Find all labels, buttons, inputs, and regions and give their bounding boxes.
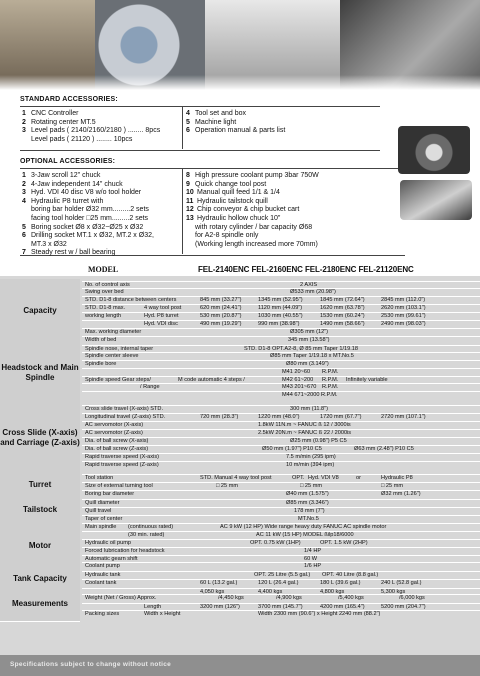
- spec-cell: Hyd. P8 turret: [144, 313, 179, 319]
- optional-accessory-item: [22, 215, 182, 224]
- spec-cell: Hyd. VDI V8: [308, 475, 339, 481]
- item-number: 9: [186, 180, 190, 188]
- spec-cell: Rapid traverse speed (X-axis): [85, 454, 159, 460]
- spec-cell: 1220 mm (48.0"): [258, 414, 300, 420]
- spec-cell: Taper of center: [85, 516, 123, 522]
- chuck-photo: [398, 126, 470, 174]
- standard-accessory-item: [186, 110, 376, 119]
- spec-cell: Quill travel: [85, 508, 112, 514]
- spec-cell: □ 25 mm: [300, 483, 323, 489]
- spec-group-motor: Motor: [0, 521, 80, 571]
- item-text: Hydraulic P8 turret with: [31, 197, 104, 205]
- spec-cell: 3200 mm (126"): [200, 604, 240, 610]
- spec-cell: Infinitely variable: [346, 377, 388, 383]
- spec-cell: AC servomotor (X-axis): [85, 422, 144, 428]
- spec-cell: Ø63 mm (2.48") P10 C5: [354, 446, 414, 452]
- item-number: 1: [22, 172, 26, 179]
- spec-cell: 2620 mm (103.1"): [381, 305, 426, 311]
- spec-cell: (30 min. rated): [128, 532, 165, 538]
- spec-cell: Width of bed: [85, 337, 117, 343]
- item-text: Operation manual & parts list: [195, 127, 286, 135]
- spec-cell: (continuous rated): [128, 524, 174, 530]
- spec-cell: AC 9 kW (12 HP) Wide range heavy duty FANUC AC spindle motor: [220, 524, 387, 530]
- spec-cell: Weight (Net / Gross) Approx.: [85, 595, 157, 601]
- spec-cell: 5200 mm (204.7"): [381, 604, 426, 610]
- spec-cell: Spindle bore: [85, 361, 117, 367]
- item-text: Level pads ( 21120 ) ........ 10pcs: [31, 135, 133, 143]
- spec-cell: R.P.M.: [322, 369, 339, 375]
- spec-cell: Spindle nose, internal taper: [85, 346, 154, 352]
- spec-cell: 4 way tool post: [144, 305, 182, 311]
- item-number: [186, 232, 195, 241]
- item-number: 11: [186, 197, 194, 205]
- standard-accessory-item: [186, 127, 376, 136]
- spec-cell: Packing sizes: [85, 611, 120, 617]
- spec-cell: 10 m/min (394 ipm): [286, 462, 335, 468]
- item-number: [22, 215, 31, 224]
- optional-accessory-item: [22, 181, 182, 190]
- spec-cell: 120 L (26.4 gal.): [258, 580, 299, 586]
- item-text: Steady rest w / ball bearing: [31, 249, 116, 257]
- spec-cell: 1120 mm (44.09"): [258, 305, 303, 311]
- item-text: Drilling socket MT.1 x Ø32, MT.2 x Ø32,: [31, 232, 154, 240]
- optional-accessory-item: [186, 224, 401, 233]
- item-text: High pressure coolant pump 3bar 750W: [195, 172, 319, 179]
- item-number: 1: [22, 110, 26, 117]
- spec-cell: 60 L (13.2 gal.): [200, 580, 238, 586]
- spec-cell: M43 201~670: [282, 384, 317, 390]
- item-number: 12: [186, 206, 194, 214]
- optional-accessories-title: OPTIONAL ACCESSORIES:: [20, 158, 116, 165]
- spec-cell: 490 mm (19.29"): [200, 321, 242, 327]
- item-number: 3: [22, 127, 26, 135]
- spec-cell: Coolant pump: [85, 563, 120, 569]
- optional-accessory-item: [22, 189, 182, 198]
- spec-cell: STD. D1-8 max.: [85, 305, 126, 311]
- standard-accessory-item: [22, 136, 182, 145]
- item-text: 3-Jaw scroll 12" chuck: [31, 172, 101, 179]
- spec-cell: M44 671~2000 R.P.M.: [282, 392, 338, 398]
- spec-cell: Forced lubrication for headstock: [85, 548, 165, 554]
- spec-cell: Size of external turning tool: [85, 483, 153, 489]
- item-text: boring bar holder Ø32 mm.........2 sets: [31, 206, 149, 214]
- item-text: for A2-8 spindle only: [195, 232, 259, 240]
- item-number: [22, 136, 31, 145]
- optional-accessory-item: [186, 172, 401, 181]
- spec-cell: 4,050 kgs: [200, 589, 225, 595]
- spec-cell: Main spindle: [85, 524, 117, 530]
- spec-cell: Boring bar diameter: [85, 491, 135, 497]
- spec-group-tailstock: Tailstock: [0, 498, 80, 522]
- spec-cell: Dia. of ball screw (Z-axis): [85, 446, 149, 452]
- spec-cell: 1720 mm (67.7"): [320, 414, 362, 420]
- optional-accessory-item: [186, 189, 401, 198]
- header-photo-strip: [0, 0, 480, 90]
- spec-cell: Ø25 mm (0.98") P5 C5: [290, 438, 347, 444]
- standard-accessory-item: [22, 119, 182, 128]
- optional-accessory-item: [22, 241, 182, 250]
- spec-cell: 530 mm (20.87"): [200, 313, 242, 319]
- spec-cell: 1030 mm (40.55"): [258, 313, 303, 319]
- spec-cell: OPT. 0.75 kW (1HP): [250, 540, 301, 546]
- item-text: facing tool holder □25 mm.........2 sets: [31, 214, 149, 222]
- optional-accessory-item: [22, 206, 182, 215]
- spec-cell: Ø305 mm (12"): [290, 329, 329, 335]
- optional-accessory-item: [186, 181, 401, 190]
- item-number: [22, 206, 31, 215]
- spec-cell: STD. D1-8 OPT.A2-8, Ø 85 mm Taper 1/19.18: [244, 346, 358, 352]
- spec-cell: □ 25 mm: [381, 483, 404, 489]
- optional-accessory-item: [22, 224, 182, 233]
- standard-accessory-item: [22, 127, 182, 136]
- model-label: MODEL: [88, 265, 119, 274]
- spec-cell: Hydraulic P8: [381, 475, 413, 481]
- spec-cell: Swing over bed: [85, 289, 124, 295]
- optional-accessory-item: [186, 198, 401, 207]
- item-number: 13: [186, 214, 194, 222]
- spec-cell: 4200 mm (165.4"): [320, 604, 365, 610]
- item-number: 10: [186, 189, 194, 197]
- item-number: [186, 241, 195, 250]
- spec-cell: AC 11 kW (15 HP) MODEL ßilp18/6000: [256, 532, 354, 538]
- spec-cell: Quill diameter: [85, 500, 120, 506]
- item-text: Hyd. VDI 40 disc V8 w/o tool holder: [31, 189, 142, 197]
- spec-cell: Dia. of ball screw (X-axis): [85, 438, 149, 444]
- spec-cell: M41 20~60: [282, 369, 311, 375]
- standard-accessory-item: [22, 110, 182, 119]
- item-text: CNC Controller: [31, 110, 79, 117]
- item-text: Tool set and box: [195, 110, 246, 117]
- spec-cell: R.P.M.: [322, 384, 339, 390]
- spec-cell: M42 61~200: [282, 377, 314, 383]
- spec-cell: 1620 mm (63.78"): [320, 305, 365, 311]
- spec-cell: Coolant tank: [85, 580, 117, 586]
- optional-accessory-item: [22, 198, 182, 207]
- item-text: Quick change tool post: [195, 180, 267, 188]
- spec-cell: Length: [144, 604, 162, 610]
- spec-cell: Tool station: [85, 475, 114, 481]
- item-number: 2: [22, 118, 26, 126]
- item-number: [186, 224, 195, 233]
- spec-cell: 1530 mm (60.24"): [320, 313, 365, 319]
- item-text: Hydraulic tailstock quill: [197, 197, 268, 205]
- spec-cell: or: [356, 475, 361, 481]
- item-text: Hydraulic hollow chuck 10": [197, 214, 281, 222]
- item-number: 6: [22, 232, 26, 240]
- spec-cell: Ø50 mm (1.97") P10 C5: [262, 446, 322, 452]
- spec-group-headstock: Headstock and Main Spindle: [0, 343, 80, 404]
- spec-cell: 60 W: [304, 556, 318, 562]
- item-text: Boring socket Ø8 x Ø32~Ø25 x Ø32: [31, 223, 144, 231]
- spec-cell: 1.8kW 11N.m ~ FANUC ß 12 / 3000is: [258, 422, 351, 428]
- standard-accessories-left: [22, 110, 182, 144]
- spec-cell: Longitudinal travel (Z-axis) STD.: [85, 414, 166, 420]
- spec-cell: Automatic gearn shift: [85, 556, 138, 562]
- spec-cell: 1490 mm (58.66"): [320, 321, 365, 327]
- spec-cell: Hydraulic oil pump: [85, 540, 132, 546]
- item-number: 5: [22, 223, 26, 231]
- spec-cell: /4,450 kgs: [218, 595, 244, 601]
- spec-cell: / Range: [140, 384, 160, 390]
- item-number: 4: [186, 110, 190, 117]
- item-number: 6: [186, 127, 190, 135]
- spec-cell: OPT. 25 Litre (5.5 gal.): [254, 572, 311, 578]
- spec-cell: Hydraulic tank: [85, 572, 121, 578]
- spec-cell: Ø85 mm Taper 1/19.18 x MT.No.5: [270, 353, 354, 359]
- optional-accessory-item: [22, 232, 182, 241]
- spec-cell: 845 mm (33.27"): [200, 297, 242, 303]
- spec-cell: R.P.M.: [322, 377, 339, 383]
- spec-cell: 2720 mm (107.1"): [381, 414, 426, 420]
- spec-group-turret: Turret: [0, 472, 80, 499]
- item-number: 7: [22, 249, 26, 257]
- spec-cell: □ 25 mm: [216, 483, 239, 489]
- footer-bar: [0, 655, 480, 676]
- item-number: 4: [22, 197, 26, 205]
- spec-cell: Hyd. VDI disc: [144, 321, 178, 327]
- spec-cell: 2845 mm (112.0"): [381, 297, 426, 303]
- item-text: Chip conveyor & chip bucket cart: [197, 206, 300, 214]
- optional-accessory-item: [22, 249, 182, 258]
- item-text: (Working length increased more 70mm): [195, 240, 318, 248]
- optional-accessory-item: [186, 232, 401, 241]
- item-text: 4-Jaw independent 14" chuck: [31, 180, 123, 188]
- spec-cell: MT.No.5: [298, 516, 319, 522]
- item-number: 8: [186, 172, 190, 179]
- item-number: 2: [22, 180, 26, 188]
- optional-accessories-right: [186, 172, 401, 249]
- item-number: [22, 241, 31, 250]
- spec-cell: 345 mm (13.58"): [288, 337, 330, 343]
- spec-cell: Ø32 mm (1.26"): [381, 491, 421, 497]
- spec-cell: OPT. 1.5 kW (2HP): [320, 540, 368, 546]
- spec-cell: Ø80 mm (3.149"): [286, 361, 329, 367]
- spec-cell: 1845 mm (72.64"): [320, 297, 365, 303]
- spec-cell: Ø533 mm (20.98"): [290, 289, 336, 295]
- spec-cell: Cross slide travel (X-axis) STD.: [85, 406, 164, 412]
- spec-cell: /6,000 kgs: [399, 595, 425, 601]
- spec-cell: 5,300 kgs: [381, 589, 406, 595]
- model-names: FEL-2140ENC FEL-2160ENC FEL-2180ENC FEL-21120ENC: [198, 265, 414, 274]
- spec-cell: 620 mm (24.41"): [200, 305, 242, 311]
- spec-cell: 2.5kW 20N.m ~ FANUC ß 22 / 2000is: [258, 430, 352, 436]
- spec-cell: 2530 mm (99.61"): [381, 313, 426, 319]
- spec-cell: 300 mm (11.8"): [290, 406, 328, 412]
- optional-accessories-left: [22, 172, 182, 258]
- optional-accessory-item: [186, 241, 401, 250]
- spec-cell: 3700 mm (145.7"): [258, 604, 303, 610]
- item-text: with rotary cylinder / bar capacity Ø68: [195, 223, 313, 231]
- spec-cell: 178 mm (7"): [294, 508, 325, 514]
- spec-cell: 1/6 HP: [304, 563, 322, 569]
- spec-cell: OPT.: [292, 475, 305, 481]
- item-text: Manual quill feed 1/1 & 1/4: [197, 189, 280, 197]
- item-number: 3: [22, 189, 26, 197]
- standard-accessories-title: STANDARD ACCESSORIES:: [20, 96, 118, 103]
- item-text: Level pads ( 2140/2160/2180 ) ........ 8pcs: [31, 127, 161, 135]
- item-text: Rotating center MT.5: [31, 118, 96, 126]
- spec-cell: 990 mm (38.98"): [258, 321, 300, 327]
- spec-cell: Spindle center sleeve: [85, 353, 139, 359]
- spec-cell: Width x Height: [144, 611, 181, 617]
- item-number: 5: [186, 118, 190, 126]
- spec-cell: 2490 mm (98.03"): [381, 321, 426, 327]
- spec-cell: /5,400 kgs: [338, 595, 364, 601]
- spec-cell: Rapid traverse speed (Z-axis): [85, 462, 159, 468]
- spec-cell: M code automatic 4 steps /: [178, 377, 245, 383]
- spec-cell: working length: [85, 313, 122, 319]
- spec-cell: 240 L (52.8 gal.): [381, 580, 422, 586]
- spec-cell: 720 mm (28.3"): [200, 414, 239, 420]
- spec-cell: 4,400 kgs: [258, 589, 283, 595]
- spec-cell: Max. working diameter: [85, 329, 142, 335]
- spec-cell: 2 AXIS: [300, 282, 318, 288]
- footer-note: Specifications subject to change without notice: [10, 661, 172, 668]
- spec-cell: AC servomotor (Z-axis): [85, 430, 143, 436]
- optional-accessory-item: [186, 215, 401, 224]
- item-text: MT.3 x Ø32: [31, 240, 67, 248]
- spec-cell: Spindle speed Gear steps/: [85, 377, 151, 383]
- spec-cell: STD. D1-8 distance between centers: [85, 297, 177, 303]
- spec-cell: 4,800 kgs: [320, 589, 345, 595]
- item-text: Machine light: [195, 118, 237, 126]
- spec-cell: /4,900 kgs: [276, 595, 302, 601]
- spec-cell: 7.5 m/min (295 ipm): [286, 454, 336, 460]
- optional-accessory-item: [22, 172, 182, 181]
- spec-cell: Ø85 mm (3.346"): [286, 500, 329, 506]
- spec-cell: No. of control axis: [85, 282, 130, 288]
- spec-cell: OPT. 40 Litre (8.8 gal.): [322, 572, 379, 578]
- turret-photo: [400, 180, 472, 220]
- spec-group-cross: Cross Slide (X-axis) and Carriage (Z-axis): [0, 403, 80, 473]
- spec-cell: STD. Manual 4 way tool post: [200, 475, 272, 481]
- spec-group-tank: Tank Capacity: [0, 570, 80, 588]
- spec-group-capacity: Capacity: [0, 279, 80, 344]
- optional-accessory-item: [186, 206, 401, 215]
- standard-accessory-item: [186, 119, 376, 128]
- spec-group-measure: Measurements: [0, 587, 80, 622]
- spec-cell: Width 2300 mm (90.6") x Height 2240 mm (88.2"): [258, 611, 381, 617]
- spec-cell: 1/4 HP: [304, 548, 322, 554]
- spec-cell: 1345 mm (52.95"): [258, 297, 303, 303]
- standard-accessories-right: [186, 110, 376, 136]
- spec-cell: 180 L (39.6 gal.): [320, 580, 361, 586]
- spec-cell: Ø40 mm (1.575"): [286, 491, 329, 497]
